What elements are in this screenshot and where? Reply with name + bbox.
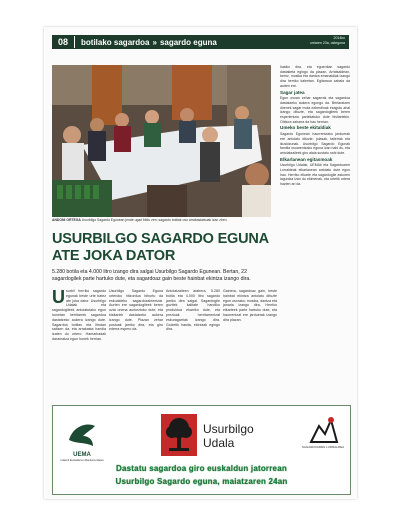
article-column-2 [109,289,163,403]
sidebar-text: Usurbilgo Udalak, UEMAk eta Sagardoaren Lurraldeak elkarlanean antolatu dute egun hau. Herriko elkarte eta sagardogile askoren laguntza izan du ekimenak, eta urtetik urtera hazten ari da. [280,163,350,187]
column-text: Antolatzaileen arabera, 5.280 botila eta 4.000 litro sagardo jarriko dira salgai. Sagardogile guztiek kalitate handiko produktua ekarriko dute, eta prezioak herritarrentzat eskuragarriak izango dira. Goizetik hasita, ekintzak egingo dira. [166,289,220,332]
article-headline: USURBILGO SAGARDO EGUNA ATE JOKA DATOR [52,231,269,264]
article-subhead: 5.280 botila eta 4.000 litro izango dira salgai Usurbilgo Sagardo Egunean. Bertan, 22 sagardogilek parte hartuko dute, eta sagardoaz gain beste hainbat ekintza izango dira. [52,269,251,282]
column-text: Gainera, sagardoaz gain, beste hainbat ekintza antolatu dituzte egun osorako: musika, dantza eta janaria izango dira. Herriko elkarteek parte hartuko dute, eta haurrentzat ere jarduerak izango dira plazan. [223,289,277,322]
crowd-photo-illustration [52,65,271,217]
sidebar-heading: Elkarlanean egitasmoak [280,156,333,162]
section-title: botilako sagardoa [81,37,150,47]
udala-line-1: Usurbilgo [203,422,254,436]
sidebar-heading: Umeko beste ekitaldiak [280,125,331,131]
newspaper-page [44,27,357,499]
article-photo [52,65,271,217]
ad-slogan-line-1: Dastatu sagardoa giro euskaldun jatorrean [116,464,287,473]
uema-logo-icon [63,416,101,454]
sidebar-text: Egun osoan zehar sagarrak eta sagardoa dastatzeko aukera egongo da. Bertaratzen direnek sagar mota ezberdinak ezagutu ahal izango dituzte, eta sagardogileek beren esperientzia partekatuko dute bisitariekin. Ohitura zaharra da hau herrian. [280,96,350,124]
article-body [52,289,277,403]
header-date: urriaren 23a, osteguna [309,41,345,45]
udala-name [203,422,254,450]
usurbil-tree-logo-icon [161,414,197,456]
page-number: 08 [52,36,75,48]
uema-subtitle: Udalerri Euskaldunen Mankomunitatea [60,459,104,462]
article-sidebar [280,65,350,401]
article-column-3 [166,289,220,403]
uema-label: UEMA [73,452,91,458]
sidebar-intro: hasiko dira, eta eguerdian sagardo dastaketa egingo da plazan. Arratsaldean, berriz, musika eta dantza emanaldiak izango dira herriko kaleetan. Egitaraua zabala da aurten ere. [280,65,350,88]
dropcap: U [52,289,65,307]
article-column-1 [52,289,106,403]
header-year: 2014ko [333,36,345,40]
caption-text: Usurbilgo Sagardo Egunean jende ugari bildu zen; sagardo botilak oso arrakastatsuak izan ziren. [81,218,228,222]
column-text: Usurbilgo Sagardo Eguna urteroko hitzordua bihurtu da eskualdeko sagardozaleentzat. Aurten ere sagardogileek beren uzta onena aurkeztuko dute, eta bisitariek dastatzeko aukera izango dute. Plazan zehar postuak jarriko dira, eta giro ederra espero da. [109,289,163,332]
photo-caption [52,218,271,223]
ad-slogan-line-2: Usurbilgo Sagardo eguna, maiatzaren 24an [115,477,288,486]
sidebar-heading: Sagar jatea [280,89,305,95]
sidebar-text: Sagardo Egunean haurrentzako jarduerak ere antolatu dituzte: jolasak, tailerrak eta ikuskizunak. Usurbilgo Sagardo Egunak familia osoarentzako eguna izan nahi du, eta antolatzaileek giro alaia sustatu nahi dute. [280,132,350,155]
article-column-4 [223,289,277,403]
sagardo-label: SAGARDOAREN LURRALDEA [301,445,345,449]
udala-line-2: Udala [203,436,235,450]
caption-credit: ANDONI ORTEGA [52,218,81,222]
topic-title: sagardo eguna [159,37,217,47]
page-header [52,35,349,49]
header-meta [310,36,345,46]
column-text: surbil herriko sagardo egunak beste urte batez ate joka dator. Usurbilgo Udalak eta sagardogileek antolatutako egun honetan herritarrek sagardoa dastatzeko aukera izango dute. Sagardoa botilan eta litrotan saltzen da, eta arrakasta handia izaten du urtero. Hamarkadak daramatza egun honek herrian. [52,289,106,341]
header-separator: » [152,37,157,47]
advertisement [52,405,351,495]
